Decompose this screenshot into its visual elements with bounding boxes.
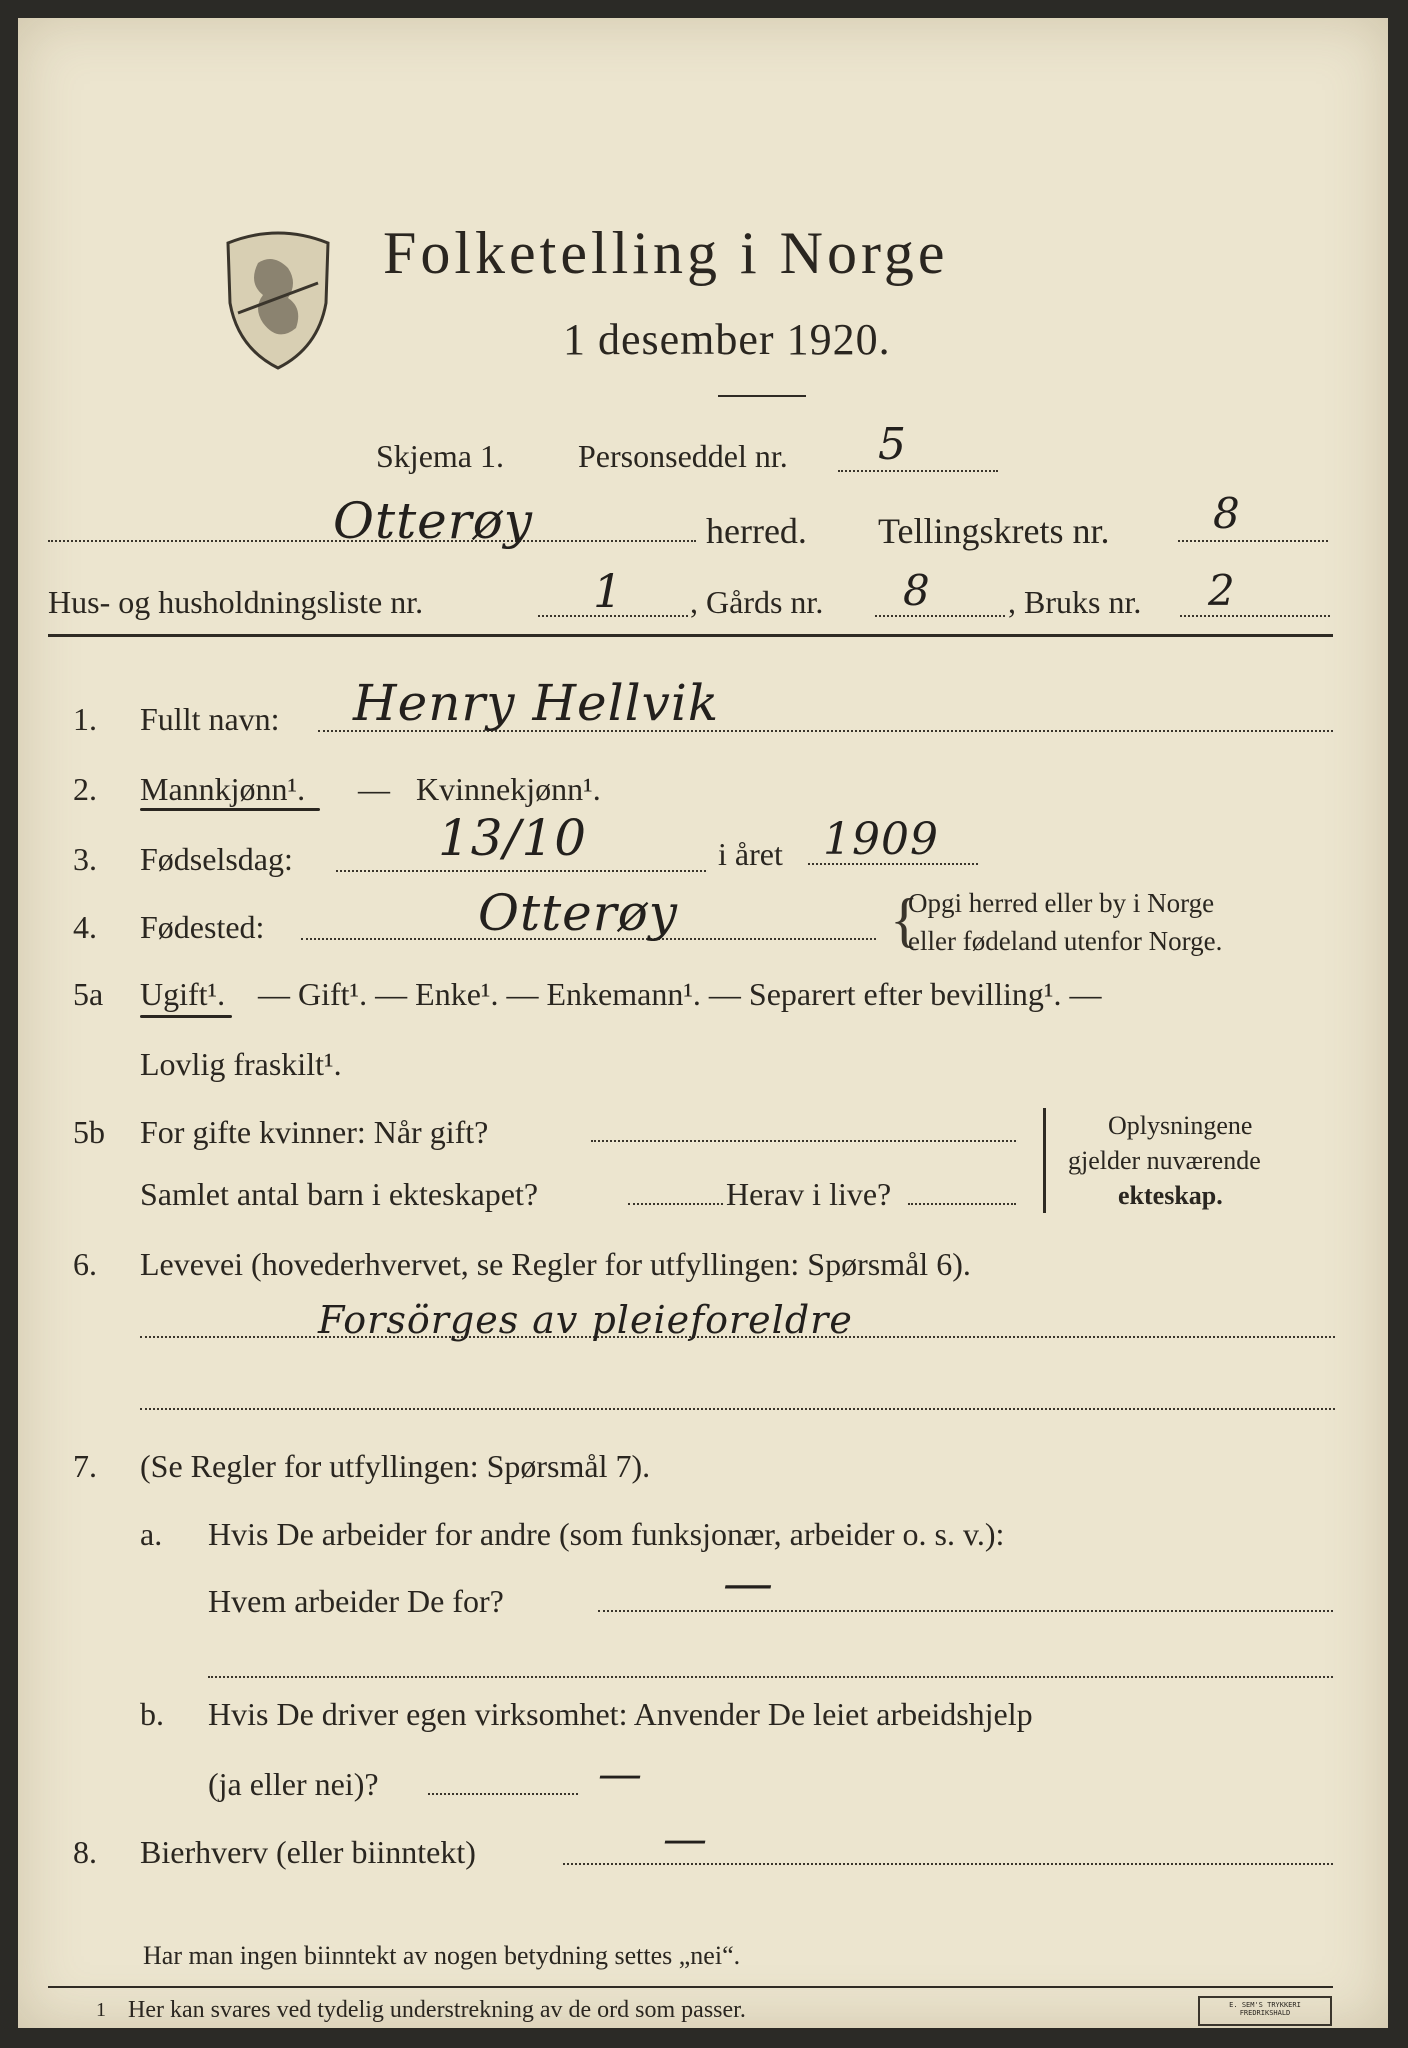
q3-label: Fødselsdag:: [140, 841, 293, 877]
personseddel-field[interactable]: [838, 470, 998, 472]
q8-label: Bierhverv (eller biinntekt): [140, 1834, 476, 1870]
birthdate-field[interactable]: [336, 870, 706, 872]
q7a-letter: a.: [140, 1516, 163, 1552]
q5a-number: 5a: [73, 976, 104, 1012]
employer-field-2[interactable]: [208, 1676, 1333, 1678]
brace-icon: {: [890, 887, 919, 953]
hus-value: 1: [593, 564, 624, 618]
marital-other-options[interactable]: — Gift¹. — Enke¹. — Enkemann¹. — Separert efter bevilling¹. —: [258, 976, 1102, 1012]
hus-label: Hus- og husholdningsliste nr.: [48, 584, 424, 620]
children-total-field[interactable]: [628, 1203, 723, 1205]
census-form-page: [18, 18, 1388, 2028]
children-alive-label: Herav i live?: [726, 1176, 892, 1212]
gender-male-option[interactable]: Mannkjønn¹.: [140, 771, 306, 807]
marital-divorced-option[interactable]: Lovlig fraskilt¹.: [140, 1046, 342, 1082]
q7b-line1: Hvis De driver egen virksomhet: Anvender De leiet arbeidshjelp: [208, 1696, 1033, 1732]
norway-coat-of-arms-icon: [218, 223, 338, 373]
bruks-label: , Bruks nr.: [1008, 584, 1142, 620]
children-alive-field[interactable]: [908, 1203, 1016, 1205]
q2-number: 2.: [73, 771, 97, 807]
hired-help-field[interactable]: [428, 1793, 578, 1795]
schema-label: Skjema 1.: [376, 438, 504, 474]
footnote-text: Her kan svares ved tydelig understrekning av de ord som passer.: [128, 1997, 746, 2023]
tellingskrets-label: Tellingskrets nr.: [878, 511, 1110, 551]
bruks-field[interactable]: [1180, 615, 1330, 617]
employer-value: —: [723, 1554, 774, 1612]
gender-female-option[interactable]: Kvinnekjønn¹.: [416, 771, 601, 807]
gards-field[interactable]: [875, 615, 1005, 617]
herred-value: Otterøy: [333, 492, 534, 550]
marriage-note-2: gjelder nuværende: [1068, 1146, 1261, 1175]
birthplace-note-1: Opgi herred eller by i Norge: [908, 888, 1215, 918]
gender-separator: —: [358, 771, 390, 807]
hired-help-value: —: [598, 1749, 643, 1800]
no-income-note: Har man ingen biinntekt av nogen betydning settes „nei“.: [143, 1941, 741, 1970]
q8-number: 8.: [73, 1834, 97, 1870]
employer-field[interactable]: [598, 1610, 1333, 1612]
q1-number: 1.: [73, 701, 97, 737]
q7b-letter: b.: [140, 1696, 164, 1732]
occupation-field-2[interactable]: [140, 1408, 1335, 1410]
printer-line-1: E. SEM'S TRYKKERI: [1229, 2001, 1301, 2009]
side-income-value: —: [663, 1814, 708, 1865]
full-name-value: Henry Hellvik: [353, 674, 720, 732]
q7a-line2: Hvem arbeider De for?: [208, 1583, 504, 1619]
marital-ugift-underline: [140, 1015, 232, 1018]
personseddel-value: 5: [878, 419, 907, 470]
tellingskrets-value: 8: [1213, 489, 1241, 538]
section-divider: [48, 634, 1333, 637]
printer-stamp: [1198, 1996, 1332, 2026]
q5b-number: 5b: [73, 1114, 105, 1150]
birthplace-value: Otterøy: [478, 884, 679, 942]
q7a-line1: Hvis De arbeider for andre (som funksjonær, arbeider o. s. v.):: [208, 1516, 1005, 1552]
marriage-note-3: ekteskap.: [1118, 1181, 1223, 1210]
footnote-divider: [48, 1986, 1333, 1988]
title-divider: [718, 395, 806, 397]
q3-number: 3.: [73, 841, 97, 877]
marriage-note-1: Oplysningene: [1108, 1111, 1253, 1140]
birth-year-value: 1909: [823, 814, 939, 865]
q7-label: (Se Regler for utfyllingen: Spørsmål 7).: [140, 1448, 651, 1484]
note-bracket: [1043, 1108, 1046, 1213]
q4-label: Fødested:: [140, 909, 265, 945]
occupation-value: Forsörges av pleieforeldre: [318, 1298, 853, 1342]
gender-male-underline: [140, 808, 320, 811]
q4-number: 4.: [73, 909, 97, 945]
married-when-field[interactable]: [591, 1140, 1016, 1142]
birth-year-label: i året: [718, 836, 783, 872]
gards-label: , Gårds nr.: [690, 584, 824, 620]
q7-number: 7.: [73, 1448, 97, 1484]
q6-label: Levevei (hovederhvervet, se Regler for utfyllingen: Spørsmål 6).: [140, 1246, 971, 1282]
herred-label: herred.: [706, 511, 807, 551]
marital-ugift-option[interactable]: Ugift¹.: [140, 976, 226, 1012]
footnote-number: 1: [96, 1999, 106, 2021]
birthdate-value: 13/10: [438, 809, 588, 867]
q6-number: 6.: [73, 1246, 97, 1282]
q1-label: Fullt navn:: [140, 701, 280, 737]
bruks-value: 2: [1208, 566, 1236, 615]
gards-value: 8: [903, 566, 931, 615]
married-when-label: For gifte kvinner: Når gift?: [140, 1114, 489, 1150]
personseddel-label: Personseddel nr.: [578, 438, 788, 474]
q7b-line2: (ja eller nei)?: [208, 1766, 379, 1802]
form-date: 1 desember 1920.: [563, 315, 891, 364]
tellingskrets-field[interactable]: [1178, 540, 1328, 542]
children-total-label: Samlet antal barn i ekteskapet?: [140, 1176, 539, 1212]
printer-line-2: FREDRIKSHALD: [1239, 2009, 1291, 2017]
form-title: Folketelling i Norge: [383, 220, 949, 286]
birthplace-note-2: eller fødeland utenfor Norge.: [908, 926, 1223, 956]
